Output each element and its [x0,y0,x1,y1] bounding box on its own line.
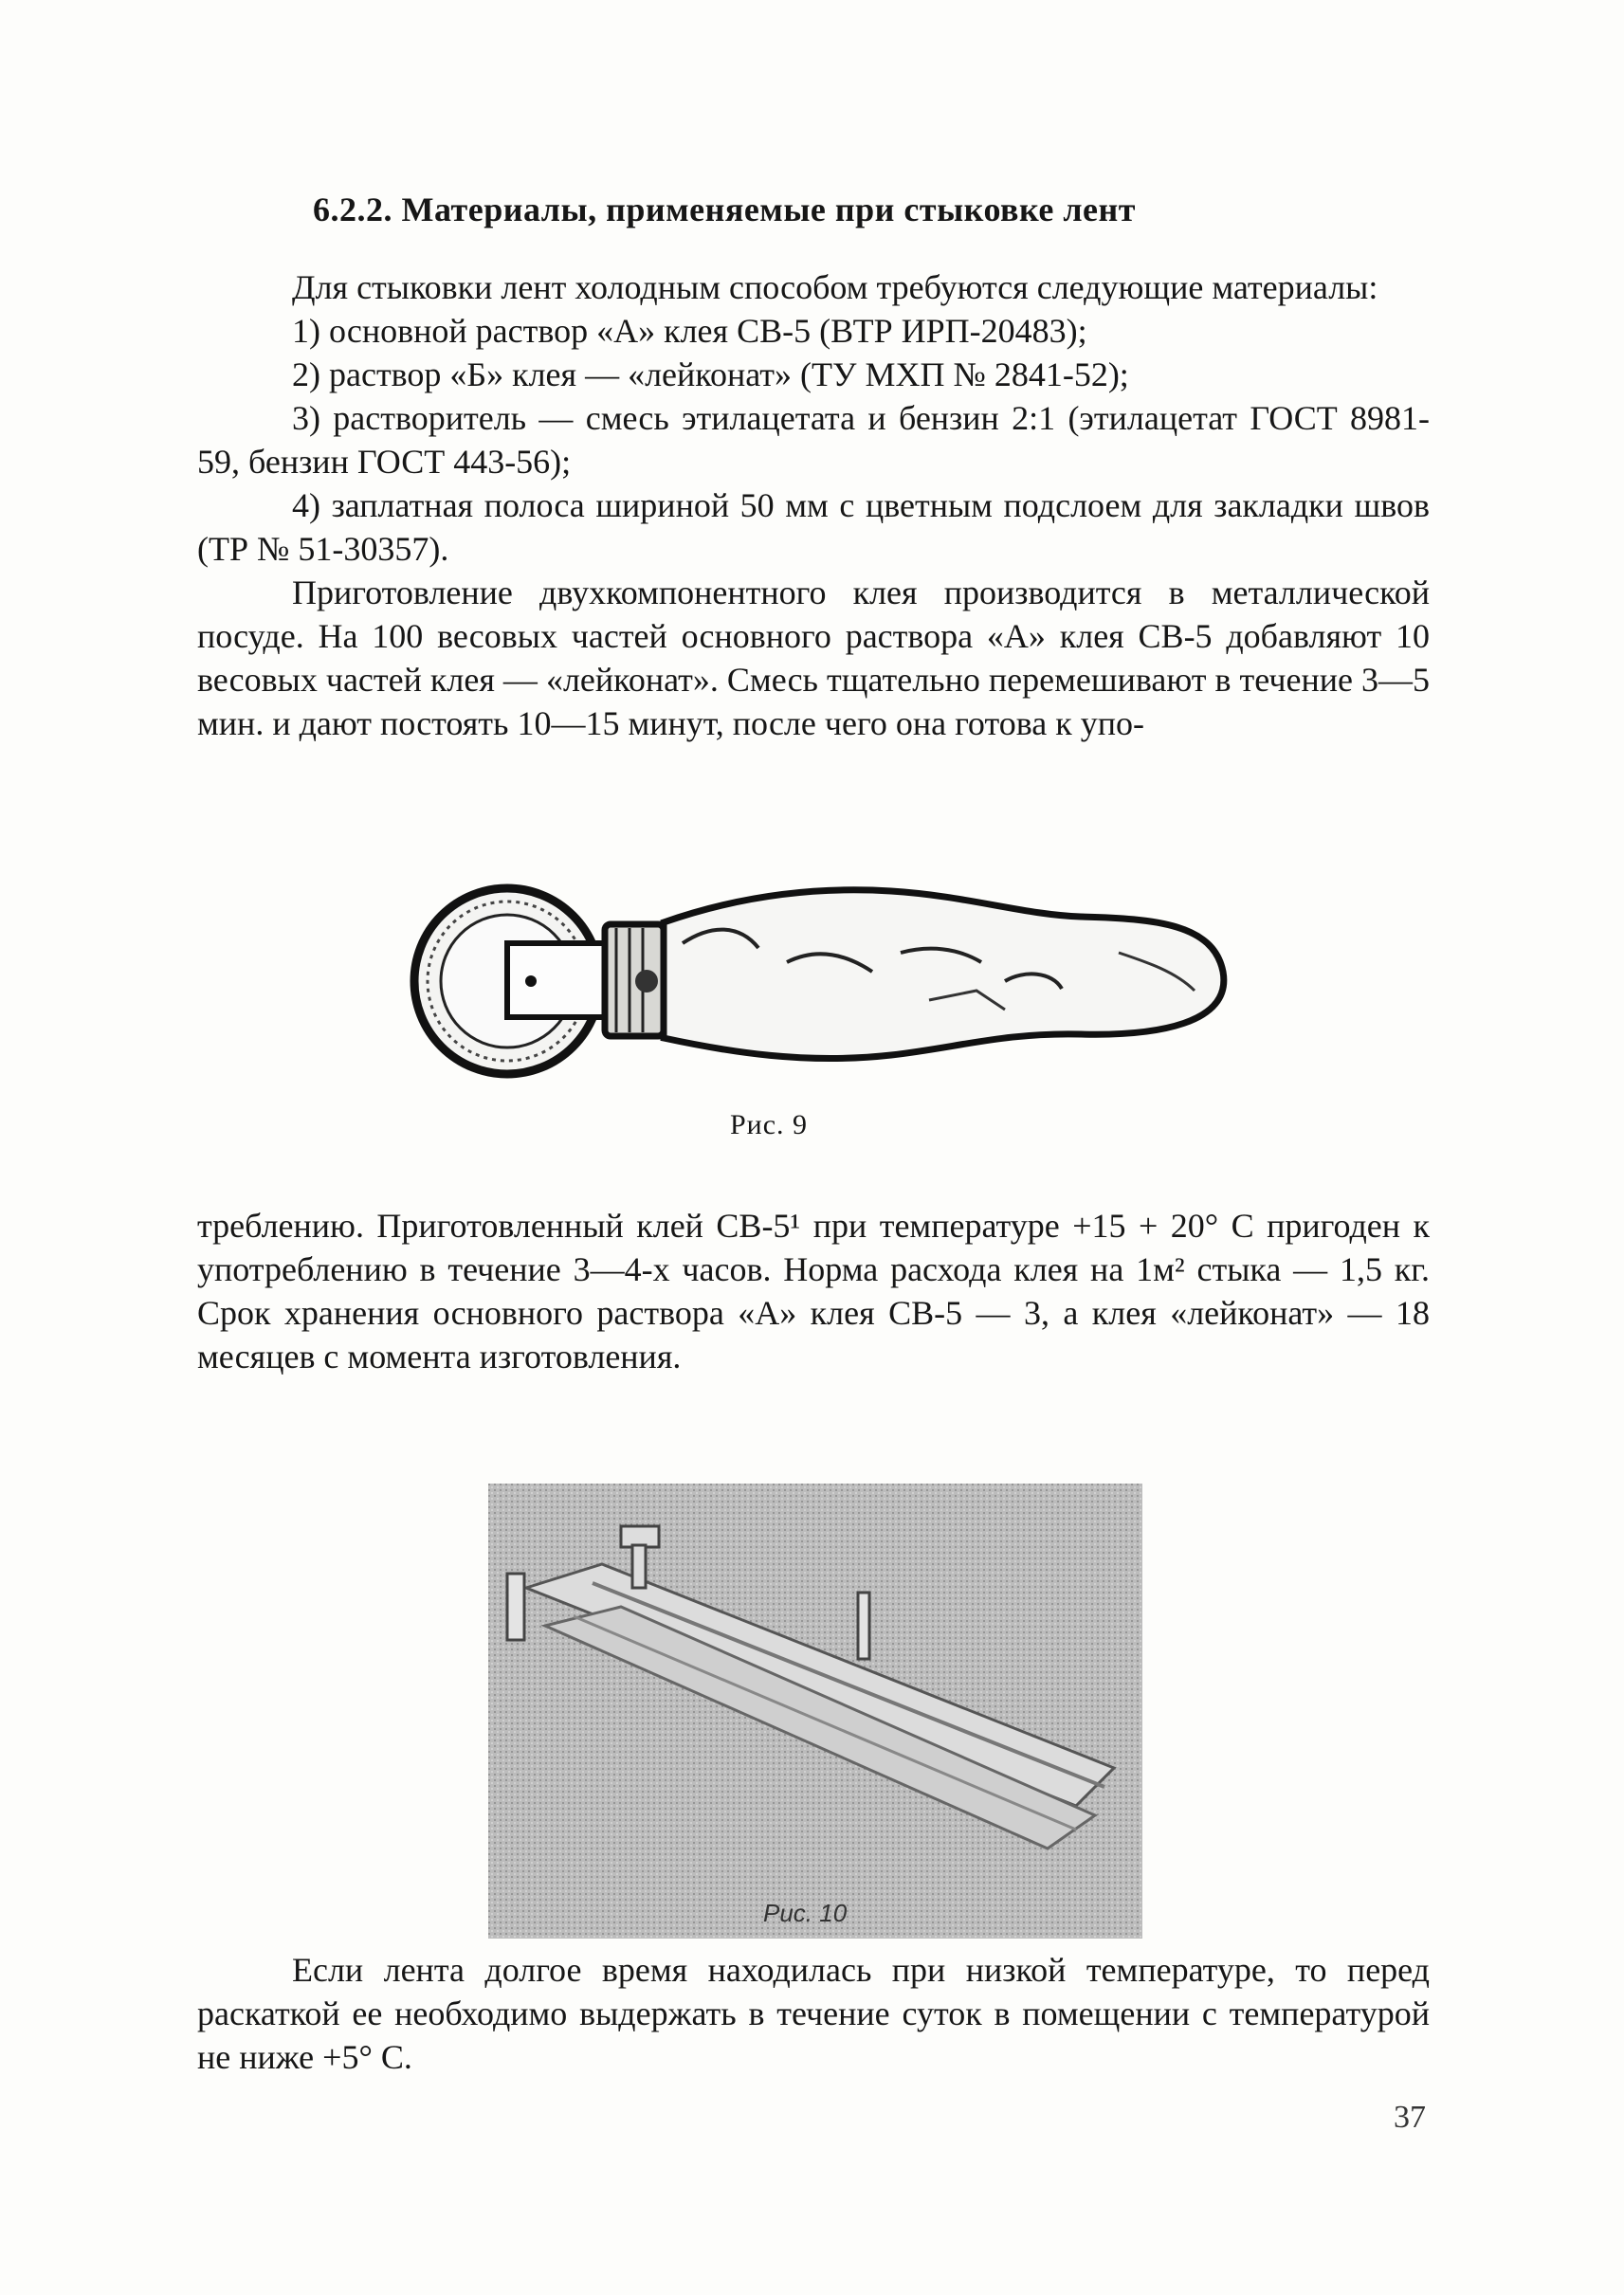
preparation-paragraph-continued: треблению. Приготовленный клей СВ-5¹ при температуре +15 + 20° С пригоден к употреблению в течение 3—4-х часов. Норма расхода клея на 1м² стыка — 1,5 кг. Срок хранения основного раствора «А» клея СВ-5 — 3, а клея «лейконат» — 18 месяцев с момента изготовления. [197,1207,1430,1375]
page-number: 37 [1394,2100,1426,2135]
material-item: 4) заплатная полоса шириной 50 мм с цветным подслоем для закладки швов (ТР № 51-30357). [197,486,1430,568]
preparation-paragraph: Приготовление двухкомпонентного клея производится в металлической посуде. На 100 весовых частей основного раствора «А» клея СВ-5 добавляют 10 весовых частей клея — «лейконат». Смесь тщательно перемешивают в течение 3—5 мин. и дают постоять 10—15 минут, после чего она готова к упо- [197,574,1430,742]
figure-9-caption: Рис. 9 [730,1109,809,1140]
material-item: 3) растворитель — смесь этилацетата и бензин 2:1 (этилацетат ГОСТ 8981-59, бензин ГОСТ 443-56); [197,399,1430,481]
materials-section [197,265,1430,745]
material-item: 2) раствор «Б» клея — «лейконат» (ТУ МХП № 2841-52); [292,355,1129,393]
intro-paragraph: Для стыковки лент холодным способом требуются следующие материалы: [292,268,1378,306]
section-heading: 6.2.2. Материалы, применяемые при стыковке лент [313,191,1136,228]
closing-paragraph: Если лента долгое время находилась при низкой температуре, то перед раскаткой ее необходимо выдержать в течение суток в помещении с температурой не ниже +5° С. [197,1951,1430,2076]
roller-tool-illustration [398,858,1251,1104]
material-item: 1) основной раствор «А» клея СВ-5 (ВТР ИРП-20483); [292,312,1087,350]
closing-section [197,1948,1430,2079]
preparation-continued [197,1204,1430,1378]
tool-photo [488,1484,1142,1939]
figure-10-caption: Рис. 10 [763,1899,848,1927]
